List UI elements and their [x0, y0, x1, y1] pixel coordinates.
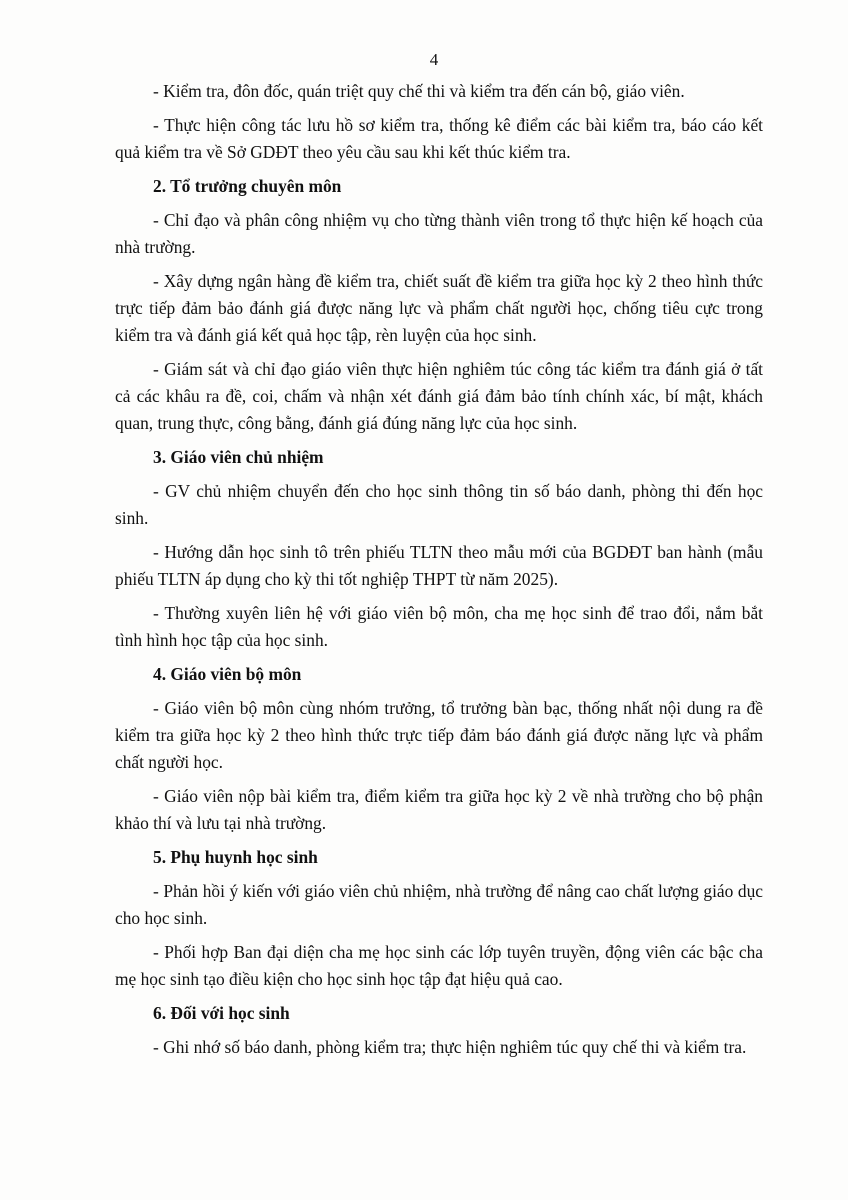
document-body: [115, 78, 763, 1068]
section-heading: 4. Giáo viên bộ môn: [153, 664, 302, 684]
paragraph: - Phản hồi ý kiến với giáo viên chủ nhiệm, nhà trường để nâng cao chất lượng giáo dục cho học sinh.: [115, 881, 763, 928]
page-number: 4: [429, 50, 439, 69]
section-heading: 5. Phụ huynh học sinh: [153, 847, 318, 867]
section-heading: 2. Tổ trưởng chuyên môn: [153, 176, 342, 196]
section-heading: 6. Đối với học sinh: [153, 1003, 290, 1023]
paragraph: - Phối hợp Ban đại diện cha mẹ học sinh các lớp tuyên truyền, động viên các bậc cha mẹ học sinh tạo điều kiện cho học sinh học tập đạt hiệu quả cao.: [115, 942, 763, 989]
paragraph: - Thực hiện công tác lưu hồ sơ kiểm tra, thống kê điểm các bài kiểm tra, báo cáo kết quả kiểm tra về Sở GDĐT theo yêu cầu sau khi kết thúc kiểm tra.: [115, 115, 763, 162]
section-heading: 3. Giáo viên chủ nhiệm: [153, 447, 324, 467]
paragraph: - Kiểm tra, đôn đốc, quán triệt quy chế thi và kiểm tra đến cán bộ, giáo viên.: [153, 81, 685, 101]
paragraph: - Thường xuyên liên hệ với giáo viên bộ môn, cha mẹ học sinh để trao đổi, nắm bắt tình hình học tập của học sinh.: [115, 603, 763, 650]
paragraph: - Ghi nhớ số báo danh, phòng kiểm tra; thực hiện nghiêm túc quy chế thi và kiểm tra.: [153, 1037, 747, 1057]
paragraph: - Chỉ đạo và phân công nhiệm vụ cho từng thành viên trong tổ thực hiện kế hoạch của nhà trường.: [115, 210, 763, 257]
paragraph: - Hướng dẫn học sinh tô trên phiếu TLTN theo mẫu mới của BGDĐT ban hành (mẫu phiếu TLTN áp dụng cho kỳ thi tốt nghiệp THPT từ năm 2025).: [115, 542, 763, 589]
paragraph: - Giáo viên bộ môn cùng nhóm trưởng, tổ trưởng bàn bạc, thống nhất nội dung ra đề kiểm tra giữa học kỳ 2 theo hình thức trực tiếp đảm báo đánh giá được năng lực và phẩm chất người học.: [115, 698, 763, 772]
paragraph: - Xây dựng ngân hàng đề kiểm tra, chiết suất đề kiểm tra giữa học kỳ 2 theo hình thức trực tiếp đảm bảo đánh giá được năng lực và phẩm chất người học, chống tiêu cực trong kiểm tra và đánh giá kết quả học tập, rèn luyện của học sinh.: [115, 271, 763, 345]
paragraph: - Giáo viên nộp bài kiểm tra, điểm kiểm tra giữa học kỳ 2 về nhà trường cho bộ phận khảo thí và lưu tại nhà trường.: [115, 786, 763, 833]
paragraph: - GV chủ nhiệm chuyển đến cho học sinh thông tin số báo danh, phòng thi đến học sinh.: [115, 481, 763, 528]
paragraph: - Giám sát và chỉ đạo giáo viên thực hiện nghiêm túc công tác kiểm tra đánh giá ở tất cả các khâu ra đề, coi, chấm và nhận xét đánh giá đảm bảo tính chính xác, bí mật, khách quan, trung thực, công bằng, đánh giá đúng năng lực của học sinh.: [115, 359, 763, 433]
